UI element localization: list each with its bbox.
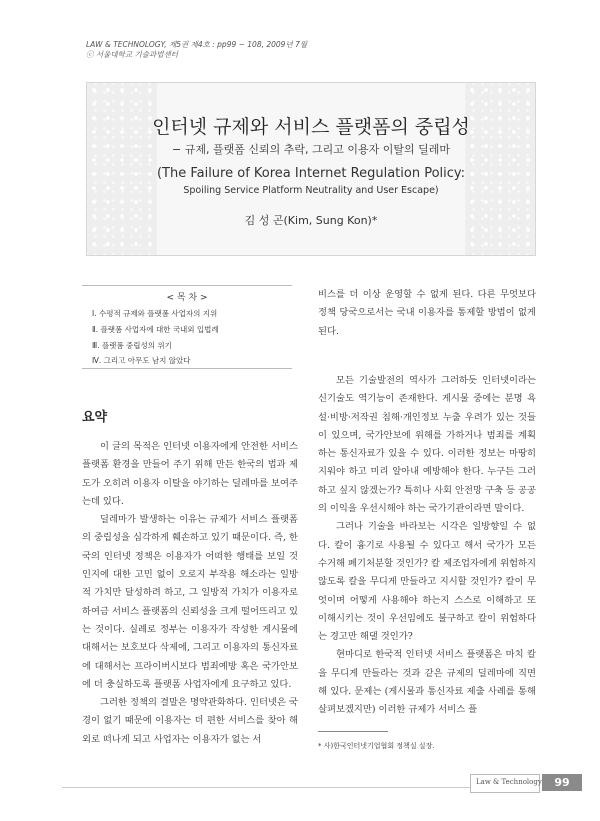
author-name: 김 성 곤(Kim, Sung Kon)*: [244, 214, 378, 227]
paragraph: 딜레마가 발생하는 이유는 규제가 서비스 플랫폼의 중립성을 심각하게 훼손하고 있기 때문이다. 즉, 한국의 인터넷 정책은 이용자가 어떠한 행태를 보일 것인지에 대한 고민 없이 오로지 부작용 해소라는 일방적 가치만 달성하려 하고, 그 일방적 가치가 이용자로 하여금 서비스 플랫폼의 신뢰성을 크게 떨어뜨리고 있는 것이다. 실례로 정부는 이용자가 작성한 게시물에 대해서는 보호보다 삭제에, 그리고 이용자의 통신자료에 대해서는 프라이버시보다 범죄예방 혹은 국가안보에 더 충실하도록 플랫폼 사업자에게 요구하고 있다.: [82, 514, 298, 690]
footer-rule: [62, 787, 538, 788]
copyright-line: ⓒ 서울대학교 기술과법센터: [86, 50, 178, 59]
article-title: 인터넷 규제와 서비스 플랫폼의 중립성: [152, 116, 470, 138]
footnote: * 사)한국인터넷기업협회 정책실 실장.: [318, 742, 435, 750]
toc-item: Ⅰ. 수평적 규제와 플랫폼 사업자의 지위: [92, 309, 218, 318]
article-subtitle: − 규제, 플랫폼 신뢰의 추락, 그리고 이용자 이탈의 딜레마: [172, 143, 450, 156]
paragraph: 비스를 더 이상 운영할 수 없게 된다. 다른 무엇보다 정책 당국으로서는 국내 이용자를 통제할 방법이 없게 된다.: [318, 289, 536, 337]
journal-citation: LAW & TECHNOLOGY, 제5권 제4호 : pp99 − 108, 2009년 7월: [86, 40, 308, 49]
toc-item: Ⅱ. 플랫폼 사업자에 대한 국내외 입법례: [92, 325, 219, 334]
paragraph: 이 글의 목적은 인터넷 이용자에게 안전한 서비스 플랫폼 환경을 만들어 주기 위해 만든 한국의 법과 제도가 오히려 이용자 이탈을 야기하는 딜레마를 보여주는데 있다.: [82, 441, 298, 507]
footer-journal-label: Law & Technology: [476, 778, 542, 786]
right-column-top: [318, 286, 536, 341]
footnote-divider: [318, 731, 388, 732]
right-column: [318, 372, 536, 720]
toc-title: < 목 차 >: [166, 293, 208, 303]
left-column: [82, 438, 298, 749]
journal-header: [86, 40, 307, 60]
toc-item: Ⅳ. 그리고 아무도 남지 않았다: [92, 356, 191, 365]
toc-item: Ⅲ. 플랫폼 중립성의 위기: [92, 341, 172, 350]
english-subtitle: Spoiling Service Platform Neutrality and User Escape): [183, 185, 439, 196]
paragraph: 그러나 기술을 바라보는 시각은 일방향일 수 없다. 칼이 흉기로 사용될 수 있다고 해서 국가가 모든 수거해 폐기처분할 것인가? 칼 제조업자에게 위험하지 않도록 칼을 무디게 만들라고 지시할 것인가? 칼이 무엇이며 어떻게 사용해야 하는지 스스로 이해하고 또 이해시키는 것이 우선임에도 불구하고 칼이 위험하다는 경고만 해댈 것인가?: [318, 521, 536, 643]
paragraph: 그러한 정책의 결말은 명약관화하다. 인터넷은 국경이 없기 때문에 이용자는 더 편한 서비스를 찾아 해외로 떠나게 되고 사업자는 이용자가 없는 서: [82, 697, 298, 745]
paragraph: 현마디로 한국적 인터넷 서비스 플랫폼은 마치 칼을 무디게 만들라는 것과 같은 규제의 딜레마에 직면해 있다. 문제는 (게시물과 통신자료 제출 사례를 통해 살펴보겠지만) 이러한 규제가 서비스 플: [318, 649, 536, 716]
english-title: (The Failure of Korea Internet Regulation Policy:: [156, 166, 466, 181]
summary-heading: 요약: [82, 410, 108, 425]
paragraph: 모든 기술발전의 역사가 그러하듯 인터넷이라는 신기술도 역기능이 존재한다. 게시물 중에는 분명 욕설·비방·저작권 침해·개인정보 누출 우려가 있는 것들이 있으며, 국가안보에 위해를 가하거나 범죄를 계획하는 통신자료가 있을 수 있다. 이러한 정보는 마땅히 지워야 하고 미리 알아내 예방해야 한다. 누구든 그러하고 싶지 않겠는가? 특히나 사회 안전망 구축 등 공공의 이익을 우선시해야 하는 국가기관이라면 말이다.: [318, 375, 536, 515]
page-number: 99: [542, 774, 582, 791]
